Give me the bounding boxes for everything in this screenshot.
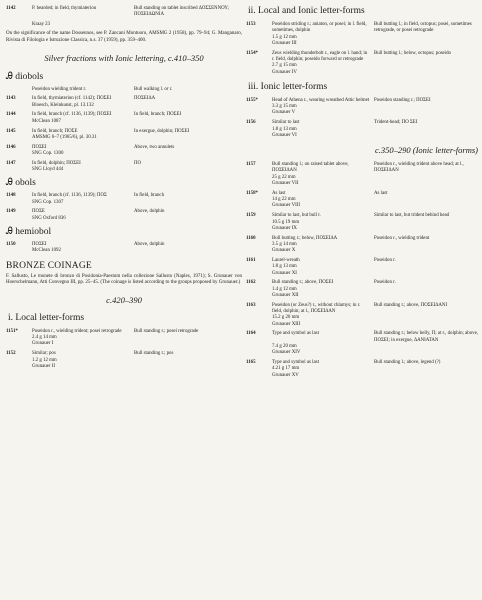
- list-item: [246, 331, 482, 356]
- reverse-desc: Trident-head; ΠΟ ΣΕΙ: [374, 120, 418, 126]
- list-item: [6, 145, 242, 158]
- reverse-desc: Poseidon standing r.; ΠΟΣΕΙ: [374, 97, 431, 103]
- heading-ionic: iii. Ionic letter-forms: [248, 81, 328, 92]
- obverse-desc: ΠΟΣΕ: [32, 209, 45, 215]
- entry-number: 1161: [246, 258, 256, 264]
- reference: McClean 1092: [32, 248, 61, 254]
- reverse-desc: Bull butting l.; in field, octopus; posei, sometimes retrograde, or posei retrograde: [374, 22, 472, 34]
- entry-number: 1150: [6, 242, 16, 248]
- weight-diameter: 3.3 g 15 mm: [272, 104, 297, 110]
- heading-silver-fractions: Silver fractions with Ionic lettering, c.410–350: [44, 52, 204, 63]
- note-bronze: F. Sallusto, Le monete di bronzo di Posidonia-Paestum nella collezione Sallusto (Naples, 1971); S. Grunauer von Hoerschelmann, Atti Convegno III, pp. 25–45. (The coinage is listed according to the groups proposed by Grunauer.): [6, 273, 242, 286]
- group-label: Grunauer XV: [272, 372, 299, 378]
- heading-local-letter-forms: i. Local letter-forms: [8, 312, 85, 323]
- entry-number: 1151*: [6, 328, 18, 334]
- reverse-desc: ΠΟ: [134, 160, 142, 166]
- weight-diameter: 15.2 g 20 mm: [272, 315, 300, 321]
- group-label: Grunauer V: [272, 110, 296, 116]
- obverse-desc: ΠΟΣΕΙ: [32, 144, 47, 150]
- list-item: [246, 360, 482, 379]
- entry-number: 1153: [246, 22, 256, 27]
- entry-number: 1164: [246, 331, 256, 337]
- obverse-desc: ΠΟΣΕΙ: [32, 242, 47, 248]
- list-item: [246, 191, 482, 210]
- group-label: Grunauer X: [272, 248, 296, 254]
- reverse-desc: Poseidon r., wielding trident above head; at l., ΠΟΣΕΙΔΑΝ: [374, 162, 464, 174]
- obverse-desc: Type and symbol as last: [272, 360, 319, 366]
- reverse-desc: Poseidon r.: [374, 280, 396, 286]
- reverse-desc: Above, dolphin: [134, 242, 165, 248]
- list-item: [6, 161, 242, 174]
- entry-number: 1162: [246, 280, 256, 286]
- reverse-desc: Poseidon r., wielding trident: [374, 235, 430, 241]
- reverse-desc: Bull standing r.; above, ΠΟΣΕΙΔΑΝΙ: [374, 302, 448, 308]
- entry-number: 1149: [6, 209, 16, 215]
- group-label: Grunauer VII: [272, 181, 299, 187]
- obverse-desc: Similar to last: [272, 120, 300, 126]
- reverse-desc: Above, dolphin: [134, 209, 165, 215]
- entry-number: 1156: [246, 120, 256, 126]
- list-item: [246, 51, 482, 76]
- heading-hemiobol: Ꭿ hemiobol: [6, 227, 52, 238]
- entry-number: 1165: [246, 360, 256, 366]
- reference: McClean 1087: [32, 118, 61, 124]
- obverse-desc: Laurel-wreath: [272, 258, 300, 264]
- obverse-desc: Similar; pos: [32, 351, 56, 357]
- entry-number: 1148: [6, 193, 16, 199]
- weight-diameter: 2.7 g 15 mm: [272, 63, 297, 69]
- obverse-desc: P. bearded; in field, thymiaterion: [32, 6, 97, 11]
- entry-number: 1159: [246, 213, 256, 219]
- reverse-desc: Bull standing r.; pos: [134, 351, 174, 357]
- list-item: [6, 329, 242, 348]
- list-item: [246, 98, 482, 117]
- reverse-desc: Bull standing r.; posei retrograde: [134, 328, 199, 334]
- weight-diameter: 2.4 g 14 mm: [32, 335, 57, 341]
- entry-number: 1152: [6, 351, 16, 357]
- list-item: [246, 162, 482, 187]
- list-item: [246, 258, 482, 277]
- reverse-desc: Bull standing l.; above, legend (?): [374, 360, 441, 366]
- obverse-desc: Head of Athena r., wearing wreathed Attic helmet: [272, 97, 370, 103]
- note-dossennos: On the significance of the name Dossennos, see P. Zancani Montuoro, AMSMG 2 (1958), pp. 79–94; G. Manganaro, Rivista di Filologia e Istruzione Classica, n.s. 37 (1959), pp. 359–400.: [6, 31, 242, 43]
- date-heading: c.420–390: [106, 294, 142, 305]
- reference: SNG Cop. 1300: [32, 150, 64, 156]
- entry-number: 1145: [6, 128, 16, 134]
- entry-number: 1160: [246, 235, 256, 241]
- group-label: Grunauer IX: [272, 225, 297, 231]
- left-column: [6, 6, 242, 374]
- obverse-desc: Zeus wielding thunderbolt r., eagle on l. hand; in r. field, dolphin; poseido forward or retrograde: [272, 50, 368, 62]
- reverse-desc: Poseidon r.: [374, 258, 396, 264]
- obverse-desc: Bull standing l.; on raised tablet above, ΠΟΣΕΙΔΑΝ: [272, 162, 349, 174]
- obverse-desc: As last: [272, 190, 286, 196]
- heading-obols: Ꭿ obols: [6, 178, 36, 189]
- list-item: [6, 209, 242, 222]
- group-label: Grunauer VIII: [272, 203, 301, 209]
- diobols-list: [6, 96, 242, 173]
- group-label: Grunauer II: [32, 363, 55, 369]
- group-label: Grunauer I: [32, 341, 54, 347]
- reverse-desc: Bull standing r.; below belly, Π; at r., dolphin; above, ΠΟΣΕΙ; in exergue, ΔΑΝΙΑΤΑΝ: [374, 331, 479, 343]
- reference: SNG Lloyd 444: [32, 167, 64, 173]
- weight-diameter: 7.4 g 20 mm: [272, 344, 297, 350]
- obverse-desc: Poseidon wielding trident r.: [32, 86, 87, 92]
- list-item: [6, 112, 242, 125]
- group-label: Grunauer XII: [272, 293, 299, 298]
- reverse-desc: Bull standing on tablet inscribed ΔΟΣΣΕΝΝΟΥ; ΠΟΣΕΙΔΩΝΙΑ: [134, 6, 229, 18]
- reverse-desc: ΠΟΣΕΙΔΑ: [134, 96, 156, 102]
- weight-diameter: 1.5 g 12 mm: [272, 34, 297, 40]
- list-item: [246, 22, 482, 47]
- list-item: [246, 120, 482, 139]
- obverse-desc: In field, thymiaterion (cf. 1142); ΠΟΣΕΙ: [32, 96, 112, 102]
- obverse-desc: In field, branch; ΠΟΣΕ: [32, 128, 78, 134]
- entry-number: 1147: [6, 160, 16, 166]
- entry-number: 1146: [6, 144, 16, 150]
- list-item: [6, 96, 242, 109]
- reference: Bloesch, Kleinkunst, pl. 13.132: [32, 102, 94, 108]
- obverse-desc: Poseidon striding r.; aniaton, or posei; in l. field, sometimes, dolphin: [272, 22, 367, 34]
- reference: AMSMG 6–7 (1965/6), pl. 30.31: [32, 134, 97, 140]
- entry-number: 1163: [246, 302, 256, 308]
- obverse-desc: Bull standing r.; above, ΠΟΣΕΙ: [272, 280, 334, 286]
- weight-diameter: 1.2 g 12 mm: [32, 357, 57, 363]
- weight-diameter: 10.5 g 19 mm: [272, 219, 300, 225]
- list-item: [246, 213, 482, 232]
- date-heading: c.350–290 (Ionic letter-forms): [375, 145, 478, 156]
- group-label: Grunauer III: [272, 40, 297, 46]
- obverse-desc: In field, branch (cf. 1136, 1139); ΠΟΣ: [32, 193, 107, 199]
- reference: SNG Oxford 836: [32, 215, 66, 221]
- obverse-desc: Type and symbol as last: [272, 331, 319, 337]
- list-item: [6, 193, 242, 206]
- group-label: Grunauer VI: [272, 132, 297, 138]
- entry-number: 1143: [6, 96, 16, 102]
- group-label: Grunauer XIII: [272, 321, 301, 327]
- heading-bronze-coinage: BRONZE COINAGE: [6, 260, 92, 271]
- heading-diobols: Ꭿ diobols: [6, 71, 44, 82]
- weight-diameter: 3.5 g 14 mm: [272, 241, 297, 247]
- obverse-desc: Poseidon (or Zeus?) r., without chlamys; in r. field, dolphin; at l., ΠΟΣΕΙΔΑΝ: [272, 302, 361, 315]
- reverse-desc: Bull walking l. or r.: [134, 86, 173, 92]
- list-item: [6, 129, 242, 142]
- list-item: [246, 280, 482, 299]
- weight-diameter: 25 g 22 mm: [272, 174, 296, 180]
- reverse-desc: As last: [374, 190, 388, 196]
- right-column: [246, 6, 482, 383]
- reference: SNG Cop. 1307: [32, 199, 64, 205]
- reverse-desc: Similar to last, but trident behind head: [374, 213, 450, 219]
- reverse-desc: Above, two annulets: [134, 144, 175, 150]
- group-label: Grunauer XIV: [272, 350, 301, 356]
- list-item: [246, 236, 482, 255]
- heading-local-ionic: ii. Local and Ionic letter-forms: [248, 6, 365, 16]
- list-item: [6, 351, 242, 370]
- weight-diameter: 14 g 22 mm: [272, 197, 296, 203]
- entry-number: 1155*: [246, 97, 258, 103]
- entry-number: 1144: [6, 112, 16, 118]
- obverse-desc: Similar to last, but bull r.: [272, 213, 321, 219]
- list-item: [246, 303, 482, 328]
- group-label: Grunauer IV: [272, 69, 297, 75]
- obverse-desc: Poseidon r., wielding trident; posei retrograde: [32, 328, 122, 334]
- entry-1142: [6, 6, 242, 28]
- obverse-desc: In field, branch (cf. 1136, 1139); ΠΟΣΕΙ: [32, 112, 112, 118]
- reverse-desc: In field, branch; ΠΟΣΕΙ: [134, 112, 182, 118]
- reverse-desc: In exergue, dolphin; ΠΟΣΕΙ: [134, 128, 190, 134]
- entry-number: 1142: [6, 6, 16, 11]
- weight-diameter: 4.21 g 17 mm: [272, 366, 300, 372]
- weight-diameter: 1.4 g 12 mm: [272, 286, 297, 292]
- entry-number: 1154*: [246, 50, 258, 56]
- reference: Kraay 23: [32, 21, 51, 27]
- weight-diameter: 1.8 g 13 mm: [272, 264, 297, 270]
- reverse-desc: In field, branch: [134, 193, 165, 199]
- obverse-desc: Bull butting r.; below, ΠΟΣΕΙΔΑ: [272, 235, 338, 241]
- group-label: Grunauer XI: [272, 270, 297, 276]
- entry-number: 1158*: [246, 190, 258, 196]
- entry-number: 1157: [246, 162, 256, 168]
- reverse-desc: Bull butting l.; below, octopus; poseido: [374, 50, 451, 56]
- diobols-intro: [6, 87, 242, 93]
- obverse-desc: In field, dolphin; ΠΟΣΕΙ: [32, 160, 81, 166]
- weight-diameter: 1.8 g 13 mm: [272, 126, 297, 132]
- list-item: [6, 242, 242, 255]
